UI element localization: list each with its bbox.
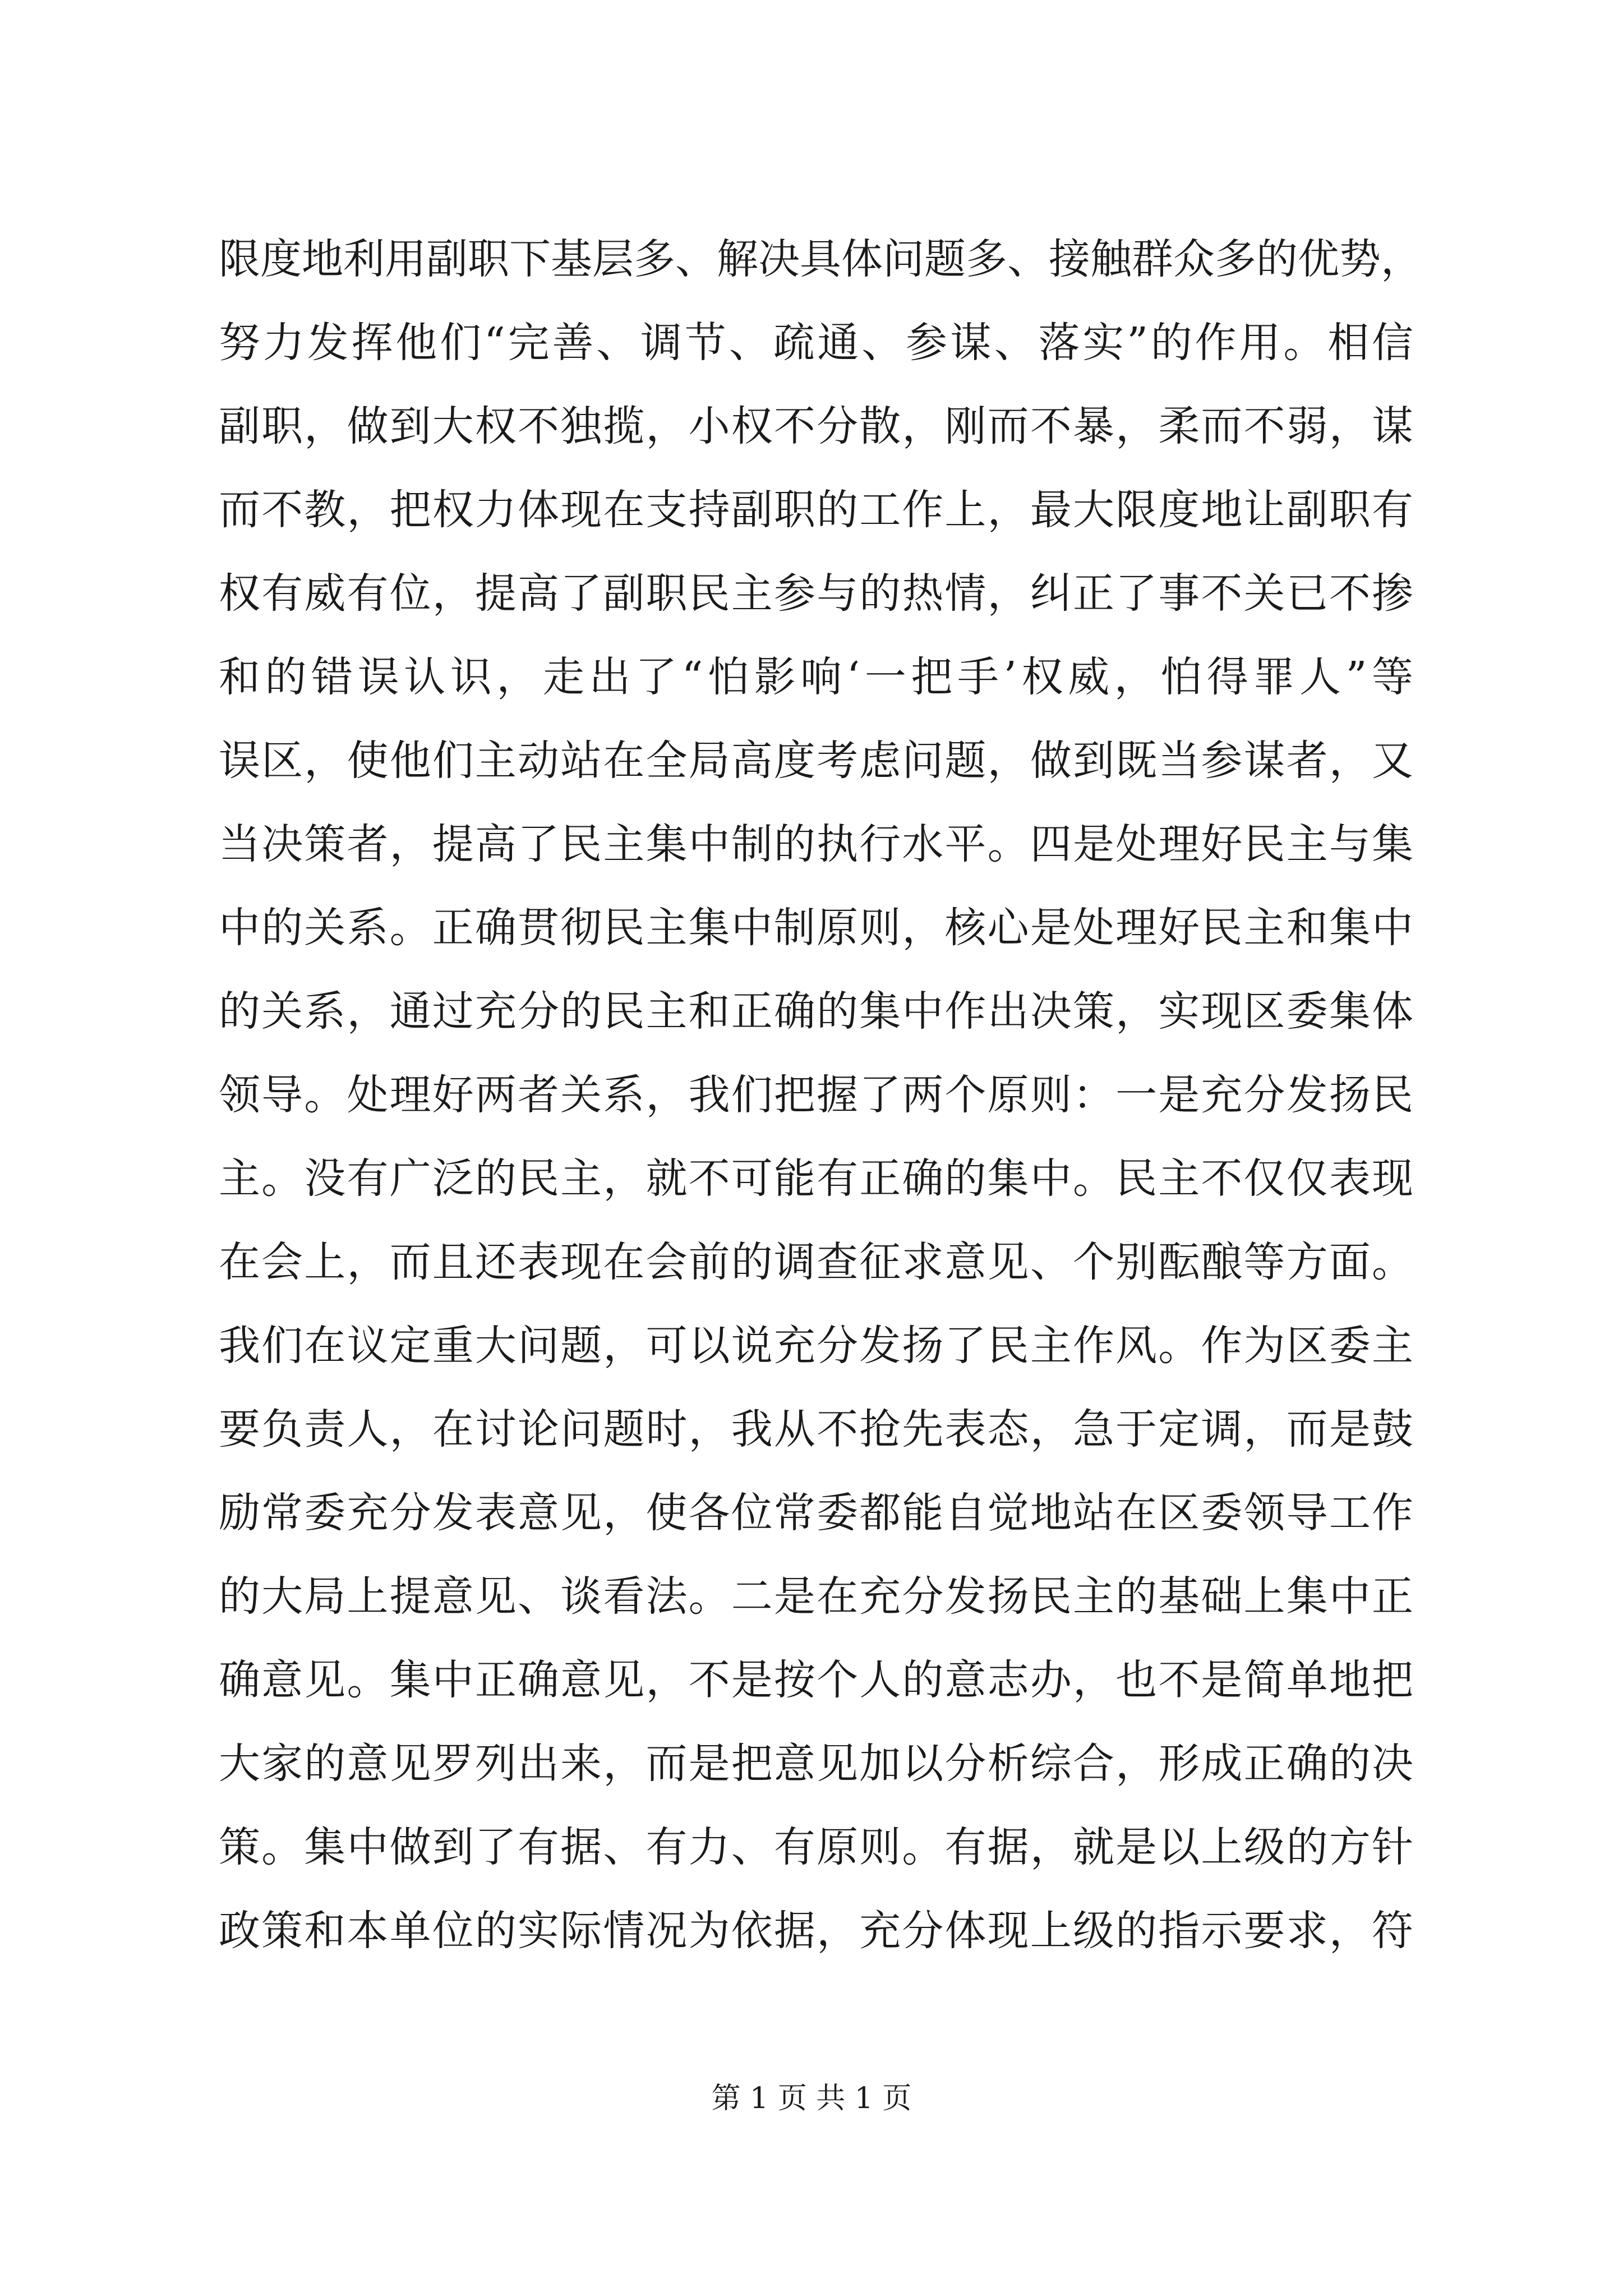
text-line: 和的错误认识，走出了“怕影响‘一把手’权威，怕得罪人”等: [219, 653, 1413, 701]
page-number-footer: 第 1 页 共 1 页: [711, 2082, 912, 2115]
text-line: 在会上，而且还表现在会前的调查征求意见、个别酝酿等方面。: [219, 1238, 1413, 1286]
text-line: 要负责人，在讨论问题时，我从不抢先表态，急于定调，而是鼓: [219, 1405, 1413, 1453]
text-line: 的关系，通过充分的民主和正确的集中作出决策，实现区委集体: [219, 987, 1413, 1036]
text-line: 中的关系。正确贯彻民主集中制原则，核心是处理好民主和集中: [219, 904, 1413, 952]
text-line: 大家的意见罗列出来，而是把意见加以分析综合，形成正确的决: [219, 1740, 1413, 1788]
text-line: 策。集中做到了有据、有力、有原则。有据，就是以上级的方针: [219, 1823, 1413, 1871]
text-line: 副职，做到大权不独揽，小权不分散，刚而不暴，柔而不弱，谋: [219, 402, 1413, 450]
text-line: 而不教，把权力体现在支持副职的工作上，最大限度地让副职有: [219, 486, 1413, 534]
text-line: 权有威有位，提高了副职民主参与的热情，纠正了事不关已不掺: [219, 569, 1413, 618]
text-line: 确意见。集中正确意见，不是按个人的意志办，也不是简单地把: [219, 1656, 1413, 1704]
text-line: 领导。处理好两者关系，我们把握了两个原则：一是充分发扬民: [219, 1071, 1413, 1119]
text-line: 的大局上提意见、谈看法。二是在充分发扬民主的基础上集中正: [219, 1572, 1413, 1621]
body-text: [219, 218, 1422, 1973]
text-line: 政策和本单位的实际情况为依据，充分体现上级的指示要求，符: [219, 1907, 1413, 1955]
text-line: 主。没有广泛的民主，就不可能有正确的集中。民主不仅仅表现: [219, 1154, 1413, 1203]
text-line: 当决策者，提高了民主集中制的执行水平。四是处理好民主与集: [219, 820, 1413, 868]
text-line: 误区，使他们主动站在全局高度考虑问题，做到既当参谋者，又: [219, 737, 1413, 785]
text-line: 限度地利用副职下基层多、解决具体问题多、接触群众多的优势，: [219, 235, 1422, 283]
text-line: 我们在议定重大问题，可以说充分发扬了民主作风。作为区委主: [219, 1322, 1413, 1370]
text-line: 努力发挥他们“完善、调节、疏通、参谋、落实”的作用。相信: [219, 319, 1413, 367]
text-line: 励常委充分发表意见，使各位常委都能自觉地站在区委领导工作: [219, 1489, 1413, 1537]
